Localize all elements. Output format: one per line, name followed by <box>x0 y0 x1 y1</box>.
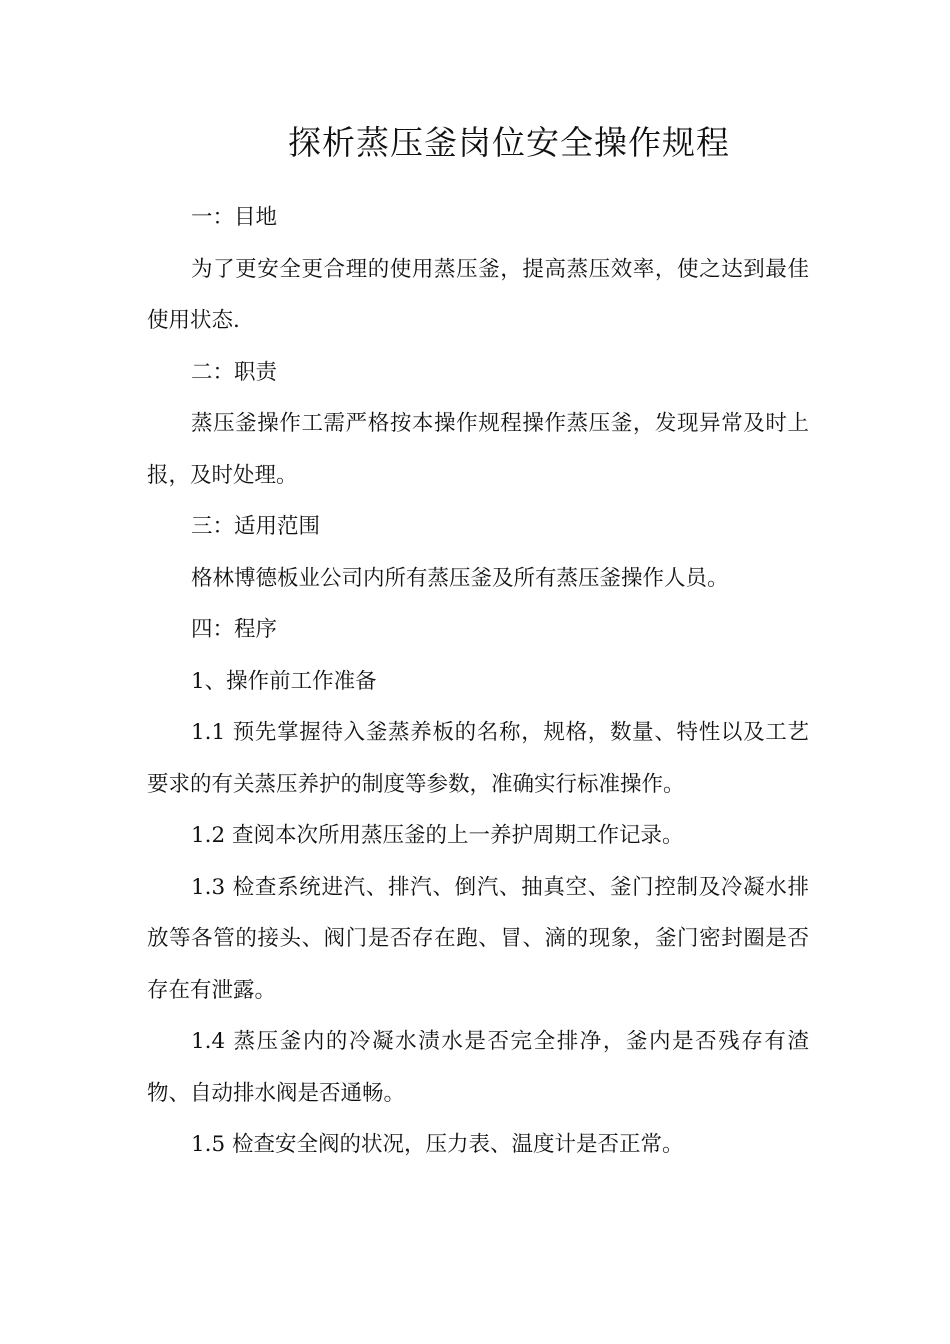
paragraph-1-1: 1.1 预先掌握待入釜蒸养板的名称，规格，数量、特性以及工艺要求的有关蒸压养护的制度等参数，准确实行标准操作。 <box>147 720 809 797</box>
section-heading-purpose: 一：目地 <box>191 205 278 230</box>
paragraph-1-4: 1.4 蒸压釜内的冷凝水渍水是否完全排净，釜内是否残存有渣物、自动排水阀是否通畅。 <box>147 1029 809 1106</box>
paragraph-purpose: 为了更安全更合理的使用蒸压釜，提高蒸压效率，使之达到最佳使用状态. <box>147 256 809 333</box>
section-heading-scope: 三：适用范围 <box>191 514 321 539</box>
document-title: 探析蒸压釜岗位安全操作规程 <box>288 123 730 162</box>
subheading-preparation: 1、操作前工作准备 <box>191 668 377 694</box>
document-body <box>147 192 809 1171</box>
paragraph-1-3: 1.3 检查系统进汽、排汽、倒汽、抽真空、釜门控制及冷凝水排放等各管的接头、阀门是否存在跑、冒、滴的现象，釜门密封圈是否存在有泄露。 <box>147 874 809 1003</box>
paragraph-duties: 蒸压釜操作工需严格按本操作规程操作蒸压釜，发现异常及时上报，及时处理。 <box>147 411 809 488</box>
section-heading-procedure: 四：程序 <box>191 617 278 642</box>
paragraph-scope: 格林博德板业公司内所有蒸压釜及所有蒸压釜操作人员。 <box>191 565 729 591</box>
paragraph-1-5: 1.5 检查安全阀的状况，压力表、温度计是否正常。 <box>191 1132 684 1157</box>
section-heading-duties: 二：职责 <box>191 359 278 385</box>
paragraph-1-2: 1.2 查阅本次所用蒸压釜的上一养护周期工作记录。 <box>191 823 684 848</box>
